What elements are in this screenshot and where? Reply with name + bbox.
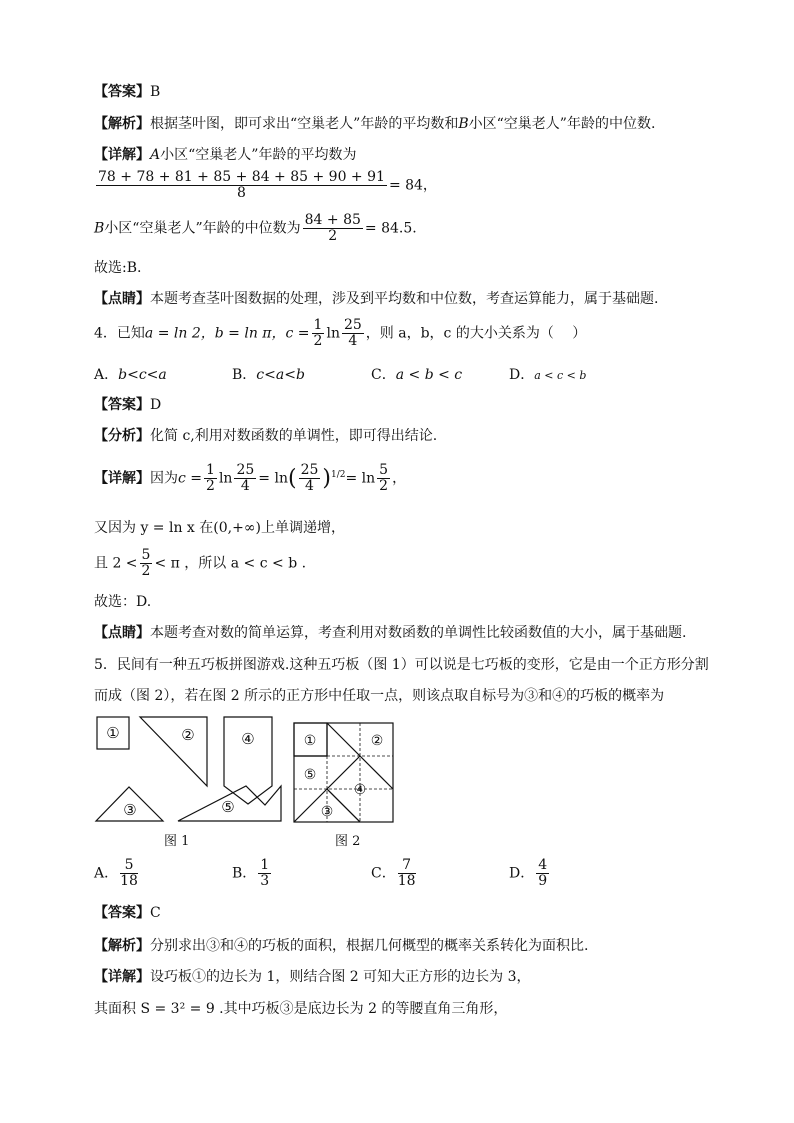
q4-and-tail: < π ，所以 a < c < b . xyxy=(154,555,307,572)
q3-comment: 本题考查茎叶图数据的处理，涉及到平均数和中位数，考查运算能力，属于基础题. xyxy=(150,291,659,307)
q4-option-a-text: b<c<a xyxy=(118,367,167,383)
fig2-label-3: ③ xyxy=(320,804,334,820)
q5-stem-line1: 5．民间有一种五巧板拼图游戏.这种五巧板（图 1）可以说是七巧板的变形，它是由一个正方形分割 xyxy=(94,657,709,673)
q4-stem xyxy=(94,318,586,349)
comment-tag: 【点睛】 xyxy=(94,625,150,641)
q4-option-c-text: a < b < c xyxy=(395,367,463,383)
q3-answer-line xyxy=(94,83,160,101)
answer-tag: 【答案】 xyxy=(94,397,150,413)
q5-option-b-frac xyxy=(258,858,271,889)
q3-answer: B xyxy=(150,84,161,100)
fig2-label-5: ⑤ xyxy=(303,767,317,783)
figure-2 xyxy=(290,718,400,828)
q4-option-b-text: c<a<b xyxy=(256,367,305,383)
q3-median-text: 小区“空巢老人”年龄的中位数为 xyxy=(104,220,301,237)
q4-option-b-label: B． xyxy=(232,367,257,383)
label-piece-4: ④ xyxy=(241,730,255,748)
q4-answer-line xyxy=(94,396,161,414)
q4-half-num: 1 xyxy=(313,317,323,333)
q4-half-frac xyxy=(312,318,325,349)
label-piece-5: ⑤ xyxy=(221,798,235,816)
q4-detail-half-den: 2 xyxy=(206,478,215,494)
q4-b-def: ，b = ln π xyxy=(200,325,272,342)
median-result: = 84.5. xyxy=(364,220,417,237)
median-fraction xyxy=(303,213,363,244)
fig2-label-1: ① xyxy=(303,733,317,749)
q5-d-den: 9 xyxy=(538,873,548,889)
q4-detail-c: c = xyxy=(178,470,203,487)
q4-detail-ln: ln xyxy=(218,470,233,487)
fenxi-tag: 【分析】 xyxy=(94,428,150,444)
q4-monotonic: 又因为 y = ln x 在(0,+∞)上单调递增， xyxy=(94,520,345,536)
q3-comment-line xyxy=(94,290,658,308)
q4-half-den: 2 xyxy=(313,333,323,349)
q5-b-num: 1 xyxy=(260,857,270,873)
q5-option-d-frac xyxy=(536,858,549,889)
q4-detail-pre: 因为 xyxy=(150,470,178,487)
comment-tag: 【点睛】 xyxy=(94,291,150,307)
label-piece-1: ① xyxy=(106,724,120,742)
q5-option-c-frac xyxy=(398,858,416,889)
q5-analysis: 分别求出③和④的巧板的面积，根据几何概型的概率关系转化为面积比. xyxy=(150,938,589,954)
q5-a-den: 18 xyxy=(120,873,138,889)
q4-detail-line: 【详解】因为c = $\frac{1}{2}$ ln $\frac{25}{4}$ = ln( $\frac{25}{4}$ )$^{1/2}$= ln $\frac{5}{2}$ ， xyxy=(94,462,407,494)
q4-and-line xyxy=(94,548,306,579)
q4-comment: 本题考查对数的简单运算，考查利用对数函数的单调性比较函数值的大小，属于基础题. xyxy=(150,625,687,641)
q5-b-den: 3 xyxy=(260,873,270,889)
q5-option-a-label: A． xyxy=(94,865,119,882)
q4-option-c-label: C． xyxy=(371,367,396,383)
q4-result-den: 2 xyxy=(379,478,389,494)
q4-detail-25-4 xyxy=(234,463,256,494)
q4-conclusion: 故选：D. xyxy=(94,594,152,610)
median-numerator: 84 + 85 xyxy=(304,212,361,228)
q3-detail-text: 小区“空巢老人”年龄的平均数为 xyxy=(160,147,357,163)
q3-analysis-line xyxy=(94,115,655,133)
q5-c-den: 18 xyxy=(397,873,416,889)
q4-exponent: 1/2 xyxy=(330,469,346,480)
analysis-tag: 【解析】 xyxy=(94,938,150,954)
q5-option-c[interactable] xyxy=(371,858,418,889)
q4-answer: D xyxy=(150,397,162,413)
q4-result-frac xyxy=(377,463,390,494)
q4-eq2: = ln xyxy=(345,470,376,487)
q5-stem-line2: 而成（图 2），若在图 2 所示的正方形中任取一点，则该点取自标号为③和④的巧板的概率为 xyxy=(94,688,665,704)
q4-frac-den: 4 xyxy=(348,333,358,349)
q4-stem-tail: ，则 a，b，c 的大小关系为（ ） xyxy=(365,325,587,342)
q4-option-d-label: D． xyxy=(509,367,535,383)
label-piece-3: ③ xyxy=(123,801,137,819)
q3-median-line xyxy=(94,213,417,244)
detail-tag: 【详解】 xyxy=(94,147,150,163)
answer-tag: 【答案】 xyxy=(94,84,150,100)
q4-and-frac xyxy=(140,548,153,579)
q5-a-num: 5 xyxy=(120,858,138,874)
q4-detail-half xyxy=(204,463,217,494)
median-denominator: 2 xyxy=(328,228,338,244)
q4-paren-den: 4 xyxy=(305,478,314,494)
q4-option-a-label: A． xyxy=(94,367,119,383)
q5-option-b[interactable] xyxy=(232,858,273,889)
q5-option-b-label: B． xyxy=(232,865,257,882)
q3-detail-a: A xyxy=(150,147,161,163)
q4-eq-tail: ， xyxy=(392,470,407,487)
label-piece-2: ② xyxy=(181,726,195,744)
q4-option-b[interactable] xyxy=(232,364,305,384)
q5-c-num: 7 xyxy=(398,858,416,874)
q4-fenxi: 化简 c,利用对数函数的单调性，即可得出结论. xyxy=(150,428,438,444)
fig2-label-2: ② xyxy=(370,733,384,749)
q4-comment-line xyxy=(94,624,686,642)
q3-conclusion: 故选:B. xyxy=(94,260,142,276)
q4-a-def: a = ln 2 xyxy=(144,325,201,342)
q5-answer-line xyxy=(94,904,161,922)
q3-mean-formula xyxy=(94,170,437,201)
q4-paren-num: 25 xyxy=(300,462,319,478)
q4-option-c[interactable] xyxy=(371,364,462,384)
q4-paren-frac xyxy=(299,463,321,494)
q3-analysis-b: B xyxy=(458,116,469,132)
mean-fraction xyxy=(96,170,387,201)
q3-analysis-tail: 小区“空巢老人”年龄的中位数. xyxy=(468,116,656,132)
answer-tag: 【答案】 xyxy=(94,905,150,921)
q4-ln: ln xyxy=(326,325,340,342)
q5-d-num: 4 xyxy=(538,857,548,873)
q3-detail-line xyxy=(94,146,356,164)
q4-option-d[interactable] xyxy=(509,364,586,384)
mean-numerator: 78 + 78 + 81 + 85 + 84 + 85 + 90 + 91 xyxy=(98,169,385,185)
figure-2-caption: 图 2 xyxy=(335,834,361,849)
q4-detail-half-num: 1 xyxy=(206,462,215,478)
q5-last-line: 其面积 S = 3² = 9 .其中巧板③是底边长为 2 的等腰直角三角形， xyxy=(94,1001,508,1017)
detail-tag: 【详解】 xyxy=(94,969,150,985)
analysis-tag: 【解析】 xyxy=(94,116,150,132)
detail-tag: 【详解】 xyxy=(94,470,150,487)
q5-answer: C xyxy=(150,905,161,921)
q5-option-d-label: D． xyxy=(509,865,535,882)
mean-denominator: 8 xyxy=(237,185,246,201)
q3-median-b: B xyxy=(94,220,105,237)
q4-option-a[interactable] xyxy=(94,364,167,384)
q5-option-c-label: C． xyxy=(371,865,396,882)
q4-25-4-frac xyxy=(342,318,364,349)
q4-detail-num: 25 xyxy=(236,462,255,478)
q4-and-pre: 且 2 < xyxy=(94,555,138,572)
figure-1-caption: 图 1 xyxy=(164,834,190,849)
q5-option-d[interactable] xyxy=(509,858,551,889)
q5-detail: 设巧板①的边长为 1，则结合图 2 可知大正方形的边长为 3， xyxy=(150,969,531,985)
q5-option-a-frac xyxy=(120,858,138,889)
fig2-label-4: ④ xyxy=(353,782,367,798)
q4-option-d-text: a < c < b xyxy=(534,369,587,382)
q4-frac-num: 25 xyxy=(343,317,362,333)
q4-eq1: = ln xyxy=(258,470,288,487)
q4-and-num: 5 xyxy=(141,547,151,563)
piece-2-triangle xyxy=(140,717,207,786)
q5-option-a[interactable] xyxy=(94,858,140,889)
q4-stem-pre: 4．已知 xyxy=(94,325,145,342)
q5-detail-line xyxy=(94,968,531,986)
mean-result: = 84， xyxy=(388,177,437,194)
q3-analysis-text: 根据茎叶图，即可求出“空巢老人”年龄的平均数和 xyxy=(150,116,459,132)
q4-and-den: 2 xyxy=(141,563,151,579)
q4-c-pre: ，c = xyxy=(271,325,310,342)
q5-analysis-line xyxy=(94,937,588,955)
q4-result-num: 5 xyxy=(379,462,389,478)
q4-fenxi-line xyxy=(94,427,437,445)
q4-detail-den: 4 xyxy=(240,478,250,494)
